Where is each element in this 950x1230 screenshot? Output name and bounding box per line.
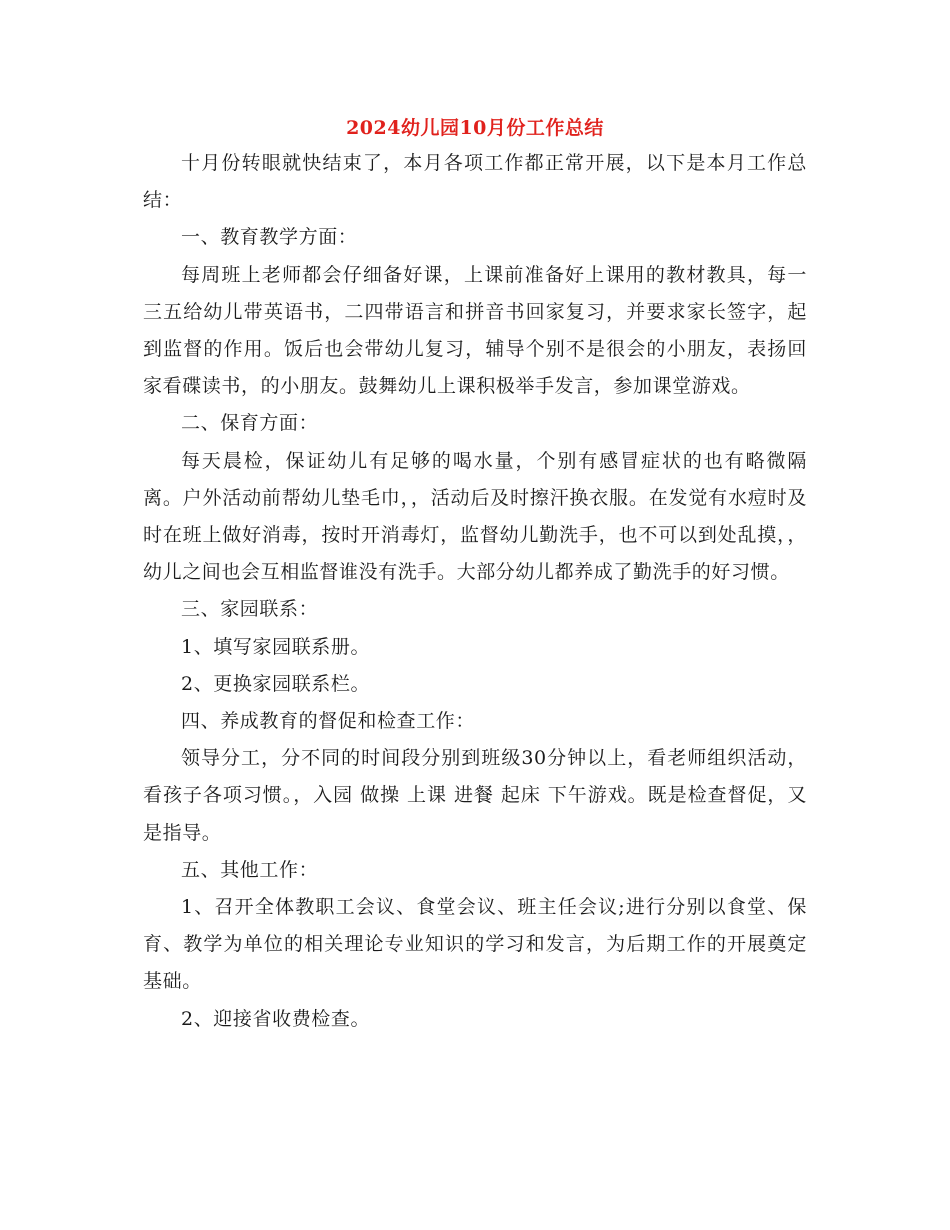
- home-school-item-1: 1、填写家园联系册。: [181, 635, 371, 658]
- care-paragraph: 每天晨检，保证幼儿有足够的喝水量，个别有感冒症状的也有略微隔离。户外活动前帮幼儿垫毛巾，，活动后及时擦汗换衣服。在发觉有水痘时及时在班上做好消毒，按时开消毒灯，监督幼儿勤洗手，也不可以到处乱摸，，幼儿之间也会互相监督谁没有洗手。大部分幼儿都养成了勤洗手的好习惯。: [143, 449, 807, 584]
- section-heading-habits: 四、养成教育的督促和检查工作：: [181, 710, 476, 733]
- section-heading-teaching: 一、教育教学方面：: [181, 226, 358, 249]
- intro-paragraph: 十月份转眼就快结束了，本月各项工作都正常开展，以下是本月工作总结：: [143, 152, 807, 212]
- habits-paragraph: 领导分工，分不同的时间段分别到班级30分钟以上，看老师组织活动，看孩子各项习惯。，入园 做操 上课 进餐 起床 下午游戏。既是检查督促，又是指导。: [143, 747, 807, 844]
- section-heading-home-school: 三、家园联系：: [181, 598, 319, 621]
- section-heading-other: 五、其他工作：: [181, 858, 319, 881]
- other-item-2: 2、迎接省收费检查。: [181, 1007, 371, 1030]
- teaching-paragraph: 每周班上老师都会仔细备好课，上课前准备好上课用的教材教具，每一三五给幼儿带英语书，二四带语言和拼音书回家复习，并要求家长签字，起到监督的作用。饭后也会带幼儿复习，辅导个别不是很会的小朋友，表扬回家看碟读书，的小朋友。鼓舞幼儿上课积极举手发言，参加课堂游戏。: [143, 263, 807, 398]
- document-content: [143, 111, 807, 1038]
- document-body: [143, 145, 807, 1038]
- other-item-1: 1、召开全体教职工会议、食堂会议、班主任会议;进行分别以食堂、保育、教学为单位的相关理论专业知识的学习和发言，为后期工作的开展奠定基础。: [143, 896, 807, 993]
- document-title: 2024幼儿园10月份工作总结: [346, 117, 604, 139]
- home-school-item-2: 2、更换家园联系栏。: [181, 672, 371, 695]
- section-heading-care: 二、保育方面：: [181, 412, 319, 435]
